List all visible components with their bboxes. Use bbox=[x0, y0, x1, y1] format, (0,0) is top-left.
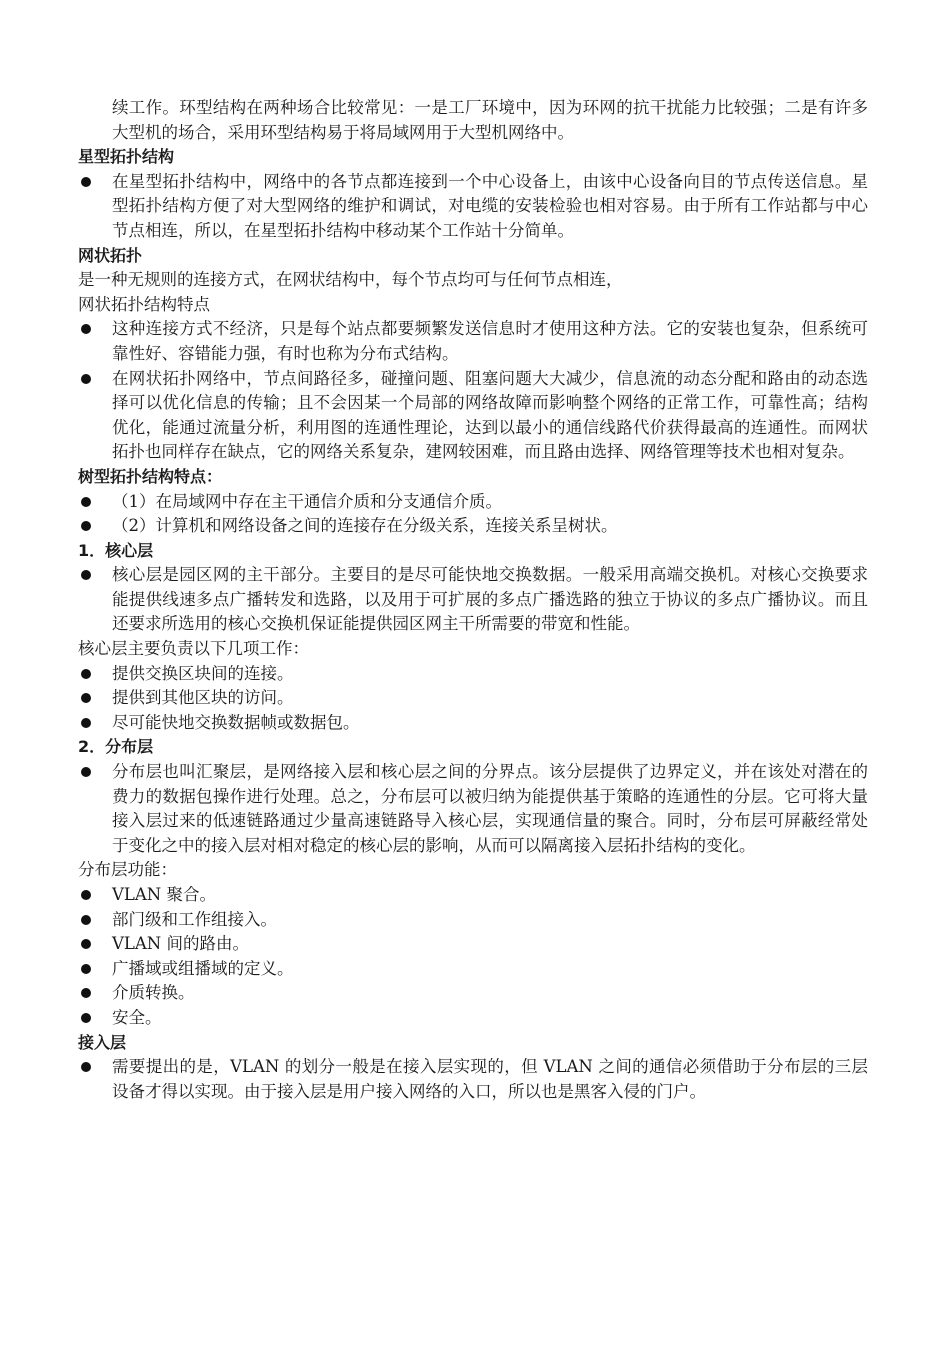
bullet-item bbox=[78, 760, 868, 858]
bullet-item bbox=[78, 1055, 868, 1104]
bullet-dot-icon bbox=[81, 324, 91, 334]
bullet-item bbox=[78, 883, 868, 908]
bullet-dot-icon bbox=[81, 521, 91, 531]
bullet-text: 安全。 bbox=[112, 1007, 162, 1027]
bullet-item bbox=[78, 957, 868, 982]
section-heading: 网状拓扑 bbox=[78, 245, 143, 265]
bullet-dot-icon bbox=[81, 1062, 91, 1072]
bullet-text: 这种连接方式不经济，只是每个站点都要频繁发送信息时才使用这种方法。它的安装也复杂，但系统可靠性好、容错能力强，有时也称为分布式结构。 bbox=[112, 319, 868, 363]
section-heading: 星型拓扑结构 bbox=[78, 147, 175, 167]
bullet-item bbox=[78, 317, 868, 366]
bullet-item bbox=[78, 514, 868, 539]
paragraph: 核心层主要负责以下几项工作： bbox=[78, 639, 309, 659]
bullet-dot-icon bbox=[81, 497, 91, 507]
bullet-dot-icon bbox=[81, 1013, 91, 1023]
bullet-dot-icon bbox=[81, 570, 91, 580]
document-body bbox=[78, 96, 868, 1104]
bullet-dot-icon bbox=[81, 669, 91, 679]
bullet-text: 部门级和工作组接入。 bbox=[112, 909, 277, 929]
bullet-dot-icon bbox=[81, 915, 91, 925]
bullet-text: 尽可能快地交换数据帧或数据包。 bbox=[112, 712, 360, 732]
paragraph: 网状拓扑结构特点 bbox=[78, 294, 210, 314]
bullet-dot-icon bbox=[81, 177, 91, 187]
bullet-item bbox=[78, 662, 868, 687]
bullet-dot-icon bbox=[81, 964, 91, 974]
bullet-text: （2）计算机和网络设备之间的连接存在分级关系，连接关系呈树状。 bbox=[112, 516, 618, 536]
bullet-text: VLAN 聚合。 bbox=[112, 885, 216, 904]
bullet-text: 需要提出的是，VLAN 的划分一般是在接入层实现的，但 VLAN 之间的通信必须借助于分布层的三层设备才得以实现。由于接入层是用户接入网络的入口，所以也是黑客入侵的门户。 bbox=[112, 1057, 868, 1101]
bullet-dot-icon bbox=[81, 890, 91, 900]
bullet-item bbox=[78, 686, 868, 711]
bullet-item bbox=[78, 563, 868, 637]
bullet-text: 在网状拓扑网络中，节点间路径多，碰撞问题、阻塞问题大大减少，信息流的动态分配和路由的动态选择可以优化信息的传输；且不会因某一个局部的网络故障而影响整个网络的正常工作，可靠性高；结构优化，能通过流量分析，利用图的连通性理论，达到以最小的通信线路代价获得最高的连通性。而网状拓扑也同样存在缺点，它的网络关系复杂，建网较困难，而且路由选择、网络管理等技术也相对复杂。 bbox=[112, 368, 868, 462]
bullet-item bbox=[78, 1006, 868, 1031]
bullet-text: 提供到其他区块的访问。 bbox=[112, 688, 294, 708]
bullet-dot-icon bbox=[81, 374, 91, 384]
bullet-text: 核心层是园区网的主干部分。主要目的是尽可能快地交换数据。一般采用高端交换机。对核心交换要求能提供线速多点广播转发和选路，以及用于可扩展的多点广播选路的独立于协议的多点广播协议。而且还要求所选用的核心交换机保证能提供园区网主干所需要的带宽和性能。 bbox=[112, 565, 868, 634]
section-heading: 2．分布层 bbox=[78, 737, 154, 757]
bullet-text: 介质转换。 bbox=[112, 983, 195, 1003]
bullet-text: VLAN 间的路由。 bbox=[112, 934, 249, 954]
paragraph: 分布层功能： bbox=[78, 860, 177, 880]
bullet-dot-icon bbox=[81, 939, 91, 949]
continuation-paragraph: 续工作。环型结构在两种场合比较常见：一是工厂环境中，因为环网的抗干扰能力比较强；二是有许多大型机的场合，采用环型结构易于将局域网用于大型机网络中。 bbox=[112, 98, 868, 142]
bullet-item bbox=[78, 932, 868, 957]
bullet-text: 分布层也叫汇聚层，是网络接入层和核心层之间的分界点。该分层提供了边界定义，并在该处对潜在的费力的数据包操作进行处理。总之，分布层可以被归纳为能提供基于策略的连通性的分层。它可将大量接入层过来的低速链路通过少量高速链路导入核心层，实现通信量的聚合。同时，分布层可屏蔽经常处于变化之中的接入层对相对稳定的核心层的影响，从而可以隔离接入层拓扑结构的变化。 bbox=[112, 762, 868, 855]
bullet-text: （1）在局域网中存在主干通信介质和分支通信介质。 bbox=[112, 491, 502, 511]
bullet-item bbox=[78, 711, 868, 736]
bullet-dot-icon bbox=[81, 718, 91, 728]
section-heading: 1．核心层 bbox=[78, 540, 154, 560]
bullet-item bbox=[78, 981, 868, 1006]
bullet-text: 提供交换区块间的连接。 bbox=[112, 663, 294, 683]
section-heading: 树型拓扑结构特点： bbox=[78, 466, 223, 486]
bullet-text: 广播域或组播域的定义。 bbox=[112, 958, 294, 978]
paragraph: 是一种无规则的连接方式，在网状结构中，每个节点均可与任何节点相连， bbox=[78, 270, 623, 290]
bullet-item bbox=[78, 170, 868, 244]
bullet-item bbox=[78, 490, 868, 515]
bullet-dot-icon bbox=[81, 767, 91, 777]
bullet-item bbox=[78, 367, 868, 465]
bullet-dot-icon bbox=[81, 693, 91, 703]
section-heading: 接入层 bbox=[78, 1032, 127, 1052]
bullet-dot-icon bbox=[81, 988, 91, 998]
bullet-item bbox=[78, 908, 868, 933]
bullet-text: 在星型拓扑结构中，网络中的各节点都连接到一个中心设备上，由该中心设备向目的节点传送信息。星型拓扑结构方便了对大型网络的维护和调试，对电缆的安装检验也相对容易。由于所有工作站都与中心节点相连，所以，在星型拓扑结构中移动某个工作站十分简单。 bbox=[112, 171, 868, 240]
